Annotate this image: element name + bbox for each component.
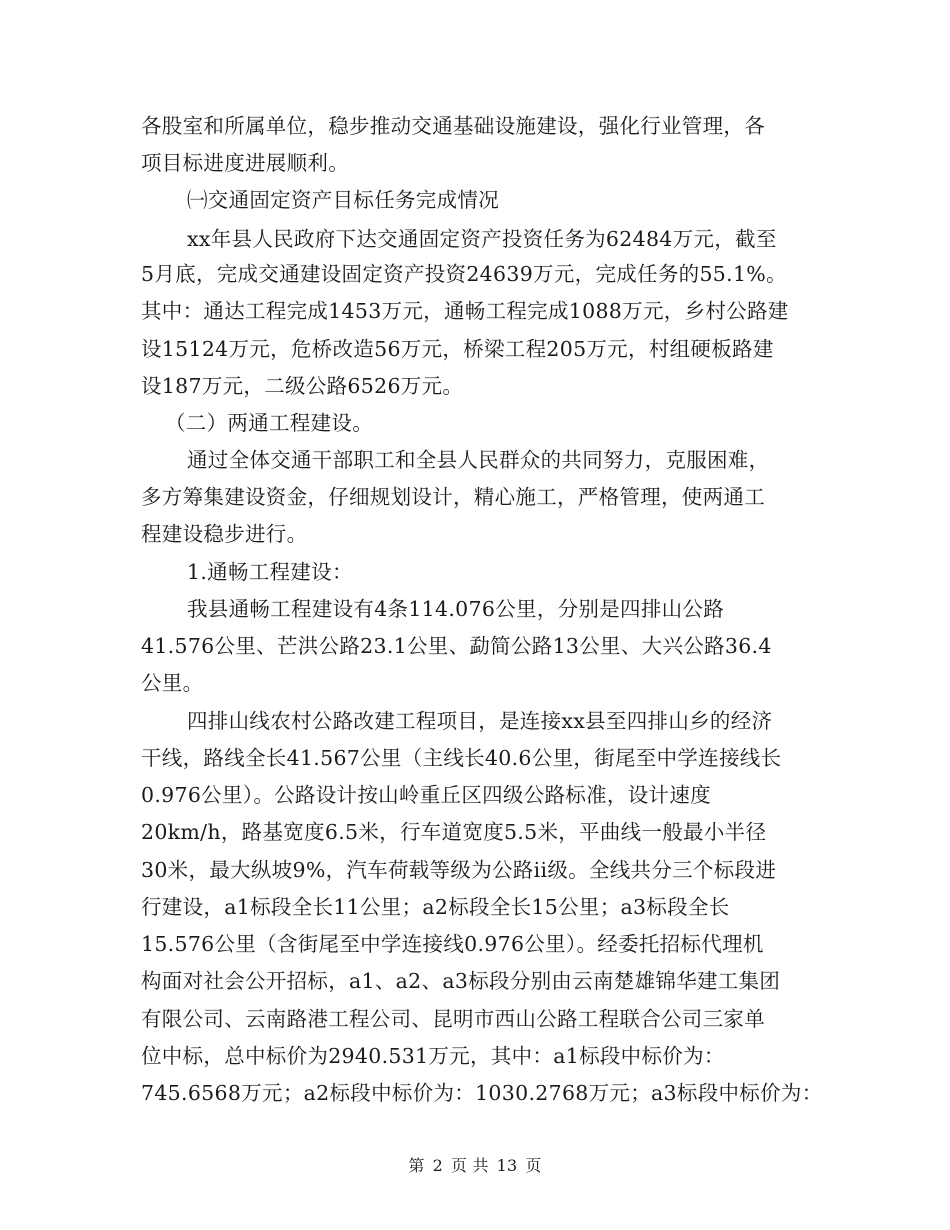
page-footer	[0, 1156, 950, 1176]
text-line: 5月底，完成交通建设固定资产投资24639万元，完成任务的55.1%。	[141, 262, 787, 286]
section-heading: （二）两通工程建设。	[165, 411, 373, 435]
text-line: 有限公司、云南路港工程公司、昆明市西山公路工程联合公司三家单	[141, 1007, 765, 1031]
footer-prefix: 第	[408, 1156, 425, 1175]
text-line: 41.576公里、芒洪公路23.1公里、勐简公路13公里、大兴公路36.4	[141, 634, 772, 658]
section-heading: 1.通畅工程建设：	[187, 560, 353, 584]
text-line: 公里。	[141, 671, 204, 695]
text-line: 设187万元，二级公路6526万元。	[141, 374, 464, 398]
text-line: 程建设稳步进行。	[141, 522, 308, 546]
text-line: 其中：通达工程完成1453万元，通畅工程完成1088万元，乡村公路建	[141, 299, 789, 323]
footer-total-pages: 13	[496, 1156, 518, 1175]
footer-suffix: 页	[525, 1156, 542, 1175]
text-line: 各股室和所属单位，稳步推动交通基础设施建设，强化行业管理，各	[141, 114, 765, 138]
text-line: 位中标，总中标价为2940.531万元，其中：a1标段中标价为：	[141, 1044, 725, 1068]
text-line: 干线，路线全长41.567公里（主线长40.6公里，街尾至中学连接线长	[141, 746, 782, 770]
text-line: 15.576公里（含街尾至中学连接线0.976公里）。经委托招标代理机	[141, 932, 764, 956]
footer-page-number: 2	[432, 1156, 443, 1175]
text-line: 745.6568万元；a2标段中标价为：1030.2768万元；a3标段中标价为：	[141, 1081, 823, 1105]
text-line: 行建设，a1标段全长11公里；a2标段全长15公里；a3标段全长	[141, 895, 730, 919]
text-line: 通过全体交通干部职工和全县人民群众的共同努力，克服困难，	[187, 448, 770, 472]
text-line: 四排山线农村公路改建工程项目，是连接xx县至四排山乡的经济	[187, 709, 773, 733]
text-line: 多方筹集建设资金，仔细规划设计，精心施工，严格管理，使两通工	[141, 485, 765, 509]
text-line: 0.976公里）。公路设计按山岭重丘区四级公路标准，设计速度	[141, 783, 711, 807]
text-line: xx年县人民政府下达交通固定资产投资任务为62484万元，截至	[187, 227, 777, 251]
section-heading: ㈠交通固定资产目标任务完成情况	[187, 188, 499, 212]
footer-middle: 页 共	[450, 1156, 489, 1175]
text-line: 20km/h，路基宽度6.5米，行车道宽度5.5米，平曲线一般最小半径	[141, 820, 767, 844]
text-line: 我县通畅工程建设有4条114.076公里，分别是四排山公路	[187, 597, 725, 621]
text-line: 项目标进度进展顺利。	[141, 151, 349, 175]
text-line: 构面对社会公开招标，a1、a2、a3标段分别由云南楚雄锦华建工集团	[141, 969, 781, 993]
text-line: 设15124万元，危桥改造56万元，桥梁工程205万元，村组硬板路建	[141, 337, 774, 361]
text-line: 30米，最大纵坡9%，汽车荷载等级为公路ii级。全线共分三个标段进	[141, 858, 777, 882]
